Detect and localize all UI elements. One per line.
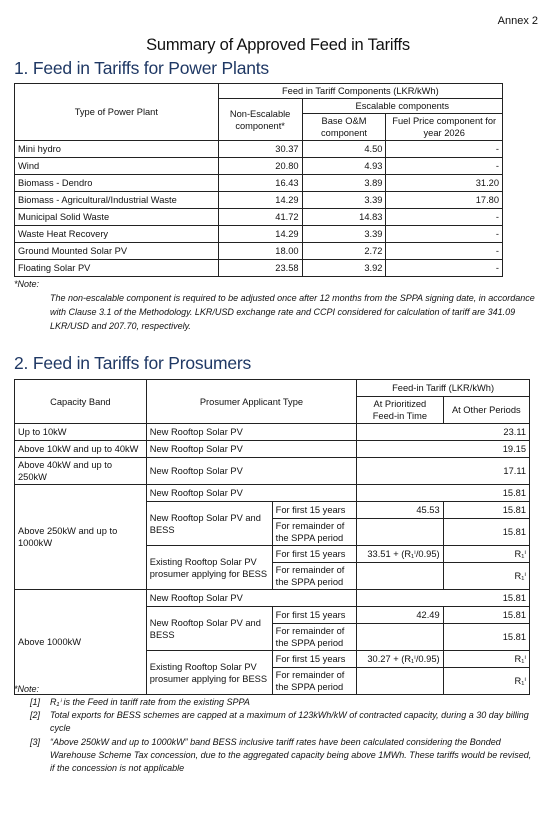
fuel-cell: - — [386, 260, 503, 277]
table-row — [15, 192, 503, 209]
prioritized-value-cell — [357, 519, 443, 546]
header-other-periods: At Other Periods — [443, 397, 529, 424]
period-cell: For first 15 years — [272, 546, 357, 563]
header-applicant-type: Prosumer Applicant Type — [146, 380, 356, 424]
plant-type-cell: Mini hydro — [15, 141, 219, 158]
applicant-type-cell: New Rooftop Solar PV — [146, 485, 356, 502]
base-om-cell: 2.72 — [302, 243, 386, 260]
header-type: Type of Power Plant — [15, 84, 219, 141]
plant-type-cell: Floating Solar PV — [15, 260, 219, 277]
tariff-value-cell: 17.11 — [357, 458, 530, 485]
header-non-escalable: Non-Escalable component* — [218, 99, 302, 141]
other-value-cell: 15.81 — [443, 607, 529, 624]
header-fit: Feed-in Tariff (LKR/kWh) — [357, 380, 530, 397]
table-row — [15, 243, 503, 260]
other-value-cell: R₁ⁱ — [443, 668, 529, 695]
tariff-value-cell: 19.15 — [357, 441, 530, 458]
fuel-cell: - — [386, 158, 503, 175]
non-escalable-cell: 30.37 — [218, 141, 302, 158]
header-row — [15, 380, 530, 397]
capacity-band-cell: Up to 10kW — [15, 424, 147, 441]
power-plant-tariff-table — [14, 83, 503, 277]
prioritized-value-cell: 30.27 + (R₁ⁱ/0.95) — [357, 651, 443, 668]
non-escalable-cell: 14.29 — [218, 226, 302, 243]
base-om-cell: 3.39 — [302, 192, 386, 209]
fuel-cell: - — [386, 141, 503, 158]
page-title: Summary of Approved Feed in Tariffs — [146, 36, 410, 54]
applicant-type-cell: New Rooftop Solar PV — [146, 590, 356, 607]
table-row — [15, 158, 503, 175]
fuel-cell: - — [386, 226, 503, 243]
fuel-cell: 17.80 — [386, 192, 503, 209]
capacity-band-cell: Above 250kW and up to 1000kW — [15, 485, 147, 590]
header-components: Feed in Tariff Components (LKR/kWh) — [218, 84, 502, 99]
table-row — [15, 209, 503, 226]
table-row — [15, 424, 530, 441]
table-row — [15, 458, 530, 485]
section2-heading: 2. Feed in Tariffs for Prosumers — [14, 353, 252, 373]
section1-note: The non-escalable component is required to be adjusted once after 12 months from the SPPA signing date, in accordance with Clause 3.1 of the Methodology. LKR/USD exchange rate and CCPI considered for calculation of tariff are 341.09 LKR/USD and 207.70, respectively. — [50, 293, 535, 331]
base-om-cell: 14.83 — [302, 209, 386, 226]
non-escalable-cell: 41.72 — [218, 209, 302, 226]
header-prioritized: At Prioritized Feed-in Time — [357, 397, 443, 424]
base-om-cell: 4.93 — [302, 158, 386, 175]
applicant-type-cell: New Rooftop Solar PV — [146, 441, 356, 458]
capacity-band-cell: Above 40kW and up to 250kW — [15, 458, 147, 485]
header-base-om: Base O&M component — [302, 114, 386, 141]
applicant-type-cell: New Rooftop Solar PV — [146, 458, 356, 485]
header-fuel: Fuel Price component for year 2026 — [386, 114, 503, 141]
section1-note-label: *Note: — [14, 279, 40, 289]
header-capacity-band: Capacity Band — [15, 380, 147, 424]
applicant-type-cell: New Rooftop Solar PV and BESS — [146, 607, 272, 651]
tariff-value-cell: 15.81 — [357, 485, 530, 502]
applicant-type-cell: Existing Rooftop Solar PV prosumer applying for BESS — [146, 546, 272, 590]
plant-type-cell: Municipal Solid Waste — [15, 209, 219, 226]
applicant-type-cell: New Rooftop Solar PV — [146, 424, 356, 441]
prioritized-value-cell — [357, 563, 443, 590]
tariff-value-cell: 15.81 — [357, 590, 530, 607]
table-row — [15, 175, 503, 192]
non-escalable-cell: 20.80 — [218, 158, 302, 175]
table-row — [15, 226, 503, 243]
non-escalable-cell: 23.58 — [218, 260, 302, 277]
non-escalable-cell: 14.29 — [218, 192, 302, 209]
period-cell: For remainder of the SPPA period — [272, 563, 357, 590]
table-row — [15, 590, 530, 607]
capacity-band-cell: Above 10kW and up to 40kW — [15, 441, 147, 458]
non-escalable-cell: 16.43 — [218, 175, 302, 192]
applicant-type-cell: Existing Rooftop Solar PV prosumer applying for BESS — [146, 651, 272, 695]
annex-label: Annex 2 — [497, 15, 538, 27]
other-value-cell: 15.81 — [443, 502, 529, 519]
section2-note-label: *Note: — [14, 684, 40, 694]
tariff-value-cell: 23.11 — [357, 424, 530, 441]
power-plant-rows — [15, 141, 503, 277]
other-value-cell: 15.81 — [443, 519, 529, 546]
prioritized-value-cell: 45.53 — [357, 502, 443, 519]
period-cell: For remainder of the SPPA period — [272, 519, 357, 546]
footnote-text: “Above 250kW and up to 1000kW” band BESS inclusive tariff rates have been calculated considering the Bonded Warehouse Scheme Tax concession, due to the aggregated capacity being above 1MWh. These tariffs would be revised, if the concession is not applicable — [50, 737, 532, 773]
other-value-cell: R₁ⁱ — [443, 563, 529, 590]
applicant-type-cell: New Rooftop Solar PV and BESS — [146, 502, 272, 546]
footnote-number: [3] — [30, 737, 41, 747]
period-cell: For first 15 years — [272, 607, 357, 624]
non-escalable-cell: 18.00 — [218, 243, 302, 260]
footnote-number: [1] — [30, 697, 41, 707]
other-value-cell: R₁ⁱ — [443, 651, 529, 668]
base-om-cell: 3.89 — [302, 175, 386, 192]
plant-type-cell: Biomass - Agricultural/Industrial Waste — [15, 192, 219, 209]
prioritized-value-cell — [357, 668, 443, 695]
fuel-cell: - — [386, 243, 503, 260]
period-cell: For first 15 years — [272, 502, 357, 519]
plant-type-cell: Waste Heat Recovery — [15, 226, 219, 243]
prioritized-value-cell: 42.49 — [357, 607, 443, 624]
base-om-cell: 3.92 — [302, 260, 386, 277]
table-row — [15, 485, 530, 502]
fuel-cell: 31.20 — [386, 175, 503, 192]
prioritized-value-cell — [357, 624, 443, 651]
period-cell: For first 15 years — [272, 651, 357, 668]
plant-type-cell: Ground Mounted Solar PV — [15, 243, 219, 260]
table-row — [15, 260, 503, 277]
plant-type-cell: Biomass - Dendro — [15, 175, 219, 192]
footnote-text: Total exports for BESS schemes are capped at a maximum of 123kWh/kW of contracted capacity, during a 30 day billing cycle — [50, 710, 529, 733]
prioritized-value-cell: 33.51 + (R₁ⁱ/0.95) — [357, 546, 443, 563]
table-row — [15, 441, 530, 458]
other-value-cell: R₁ⁱ — [443, 546, 529, 563]
base-om-cell: 4.50 — [302, 141, 386, 158]
header-escalable: Escalable components — [302, 99, 502, 114]
other-value-cell: 15.81 — [443, 624, 529, 651]
base-om-cell: 3.39 — [302, 226, 386, 243]
fuel-cell: - — [386, 209, 503, 226]
footnote-text: R₁ⁱ is the Feed in tariff rate from the existing SPPA — [50, 697, 250, 707]
prosumer-tariff-table — [14, 379, 530, 695]
footnote-number: [2] — [30, 710, 41, 720]
plant-type-cell: Wind — [15, 158, 219, 175]
table-row — [15, 141, 503, 158]
capacity-band-cell: Above 1000kW — [15, 590, 147, 695]
section1-heading: 1. Feed in Tariffs for Power Plants — [14, 58, 269, 78]
period-cell: For remainder of the SPPA period — [272, 624, 357, 651]
period-cell: For remainder of the SPPA period — [272, 668, 357, 695]
